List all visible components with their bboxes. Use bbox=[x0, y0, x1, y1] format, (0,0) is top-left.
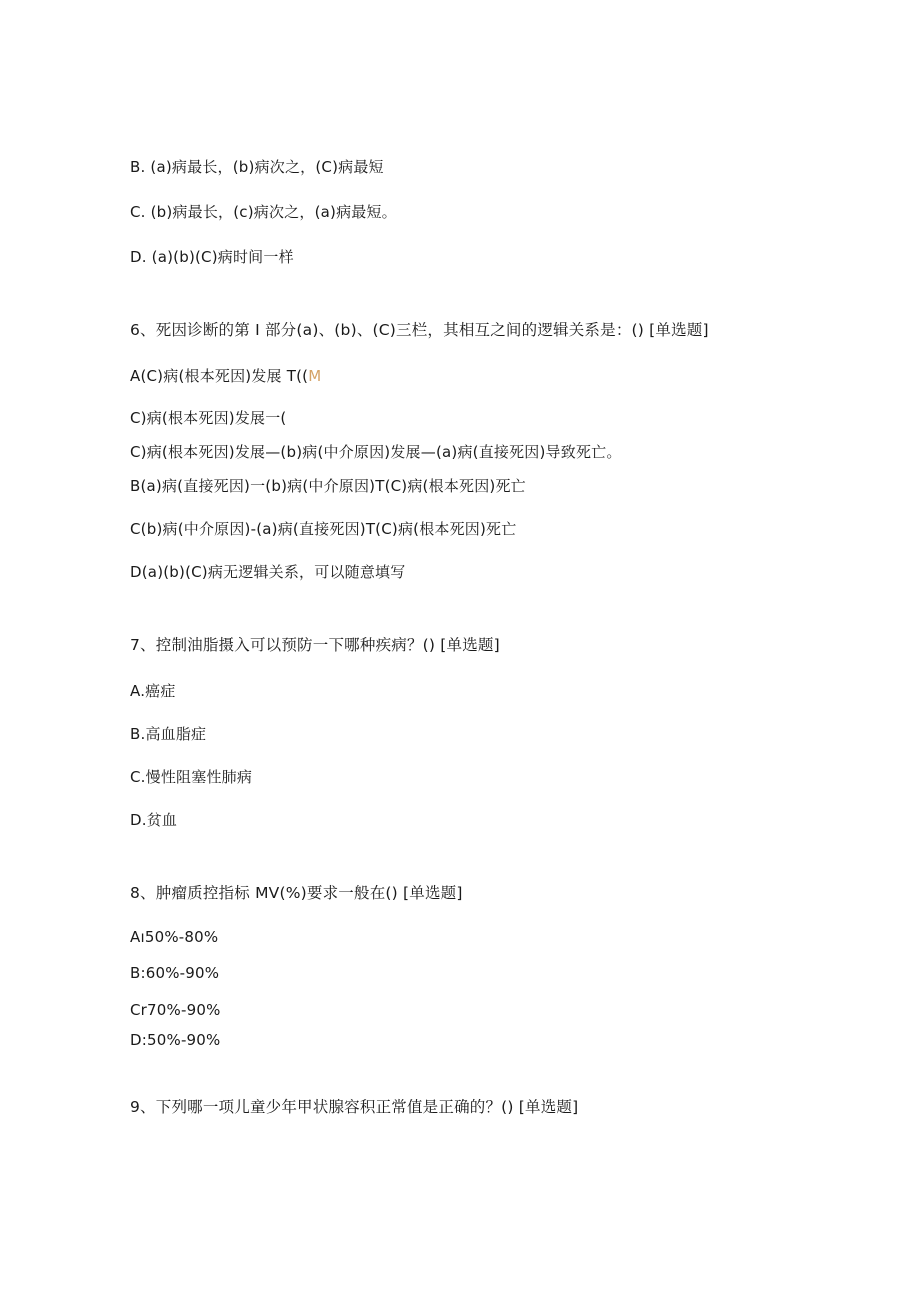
q6-option-c: C(b)病(中介原因)-(a)病(直接死因)T(C)病(根本死因)死亡 bbox=[130, 520, 517, 538]
q7-question: 7、控制油脂摄入可以预防一下哪种疾病？() [单选题] bbox=[130, 636, 500, 654]
q8-question: 8、肿瘤质控指标 MV(%)要求一般在() [单选题] bbox=[130, 884, 463, 902]
q6-question: 6、死因诊断的第 I 部分(a)、(b)、(C)三栏，其相互之间的逻辑关系是：() [单选题] bbox=[130, 321, 709, 339]
q6-option-line-2: C)病(根本死因)发展—(b)病(中介原因)发展—(a)病(直接死因)导致死亡。 bbox=[130, 443, 622, 461]
q5-option-d: D. (a)(b)(C)病时间一样 bbox=[130, 248, 294, 266]
q9-question: 9、下列哪一项儿童少年甲状腺容积正常值是正确的？() [单选题] bbox=[130, 1098, 579, 1116]
q7-option-a: A.癌症 bbox=[130, 682, 176, 700]
q6-option-d: D(a)(b)(C)病无逻辑关系，可以随意填写 bbox=[130, 563, 406, 581]
q7-option-c: C.慢性阻塞性肺病 bbox=[130, 768, 253, 786]
q8-option-b: B:60%-90% bbox=[130, 964, 220, 982]
q8-option-d: D:50%-90% bbox=[130, 1031, 221, 1049]
q7-option-d: D.贫血 bbox=[130, 811, 178, 829]
q5-option-c: C. (b)病最长，(c)病次之，(a)病最短。 bbox=[130, 203, 397, 221]
q6-option-b: B(a)病(直接死因)一(b)病(中介原因)T(C)病(根本死因)死亡 bbox=[130, 477, 526, 495]
q6-option-a bbox=[130, 366, 321, 386]
q8-option-c: Cr70%-90% bbox=[130, 1001, 221, 1019]
q6-option-line-1: C)病(根本死因)发展一( bbox=[130, 409, 287, 427]
q5-option-b: B. (a)病最长，(b)病次之，(C)病最短 bbox=[130, 158, 384, 176]
q6-option-a-text: A(C)病(根本死因)发展 T(( bbox=[130, 367, 309, 385]
q8-option-a: Aı50%-80% bbox=[130, 928, 219, 946]
q7-option-b: B.高血脂症 bbox=[130, 725, 207, 743]
q6-option-a-accent: M bbox=[308, 367, 322, 385]
